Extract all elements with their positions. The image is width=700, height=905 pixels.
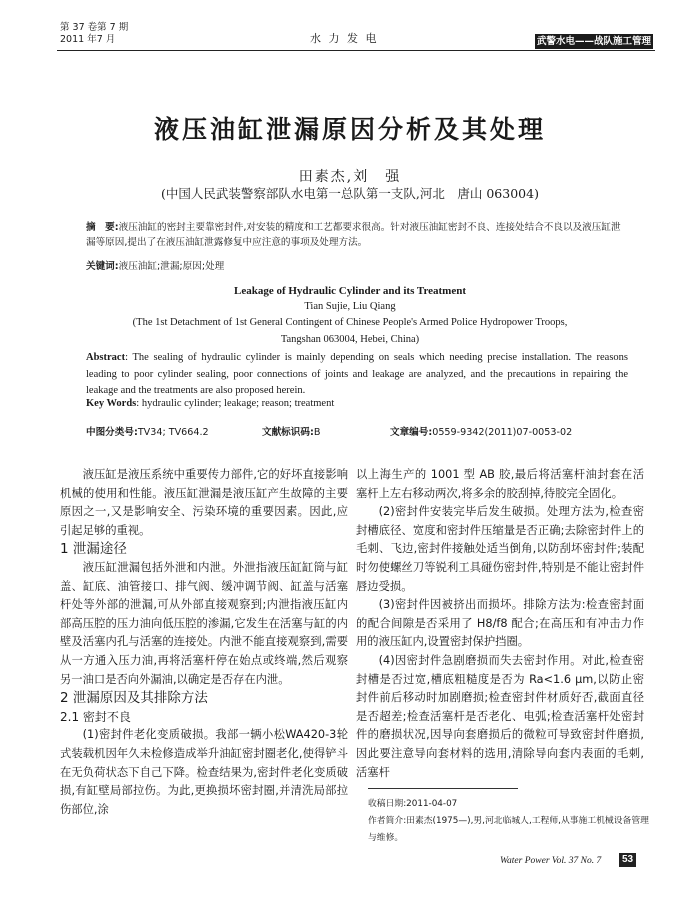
abstract-cn [86,220,626,250]
clc-label: 中图分类号: [86,427,138,438]
article-authors: 田素杰,刘 强 [298,169,402,185]
item-2-paragraph: (2)密封件安装完毕后发生破损。处理方法为,检查密封槽底径、宽度和密封件压缩量是否正确;去除密封件上的毛刺、飞边,密封件接触处适当倒角,以防刮坏密封件;装配时勿使螺丝刀等锐利工具碰伤密封件,特别是不能让密封件唇边受损。 [356,505,644,593]
english-keywords [86,398,628,409]
article-affiliation: (中国人民武装警察部队水电第一总队第一支队,河北 唐山 063004) [161,186,539,201]
doc-label: 文献标识码: [262,427,314,438]
english-keywords-label: Key Words [86,398,137,409]
clc-number [86,424,209,438]
column-banner: 武警水电——战队施工管理 [536,36,651,47]
footnote-rule [368,788,518,789]
art-value: 0559-9342(2011)07-0053-02 [432,427,573,438]
section-heading-2: 2 泄漏原因及其排除方法 [60,690,208,707]
issue-info [60,22,128,46]
section-1-paragraph: 液压缸泄漏包括外泄和内泄。外泄指液压缸缸筒与缸盖、缸底、油管接口、排气阀、缓冲调节阀、缸盖与活塞杆处等外部的泄漏,可从外部直接观察到;内泄指液压缸内部高压腔的压力油向低压腔的渗漏,它发生在活塞与缸的内壁及活塞内孔与活塞的连接处。内泄不能直接观察到,需要从一方通入压力油,再将活塞杆停在始点或终端,然后观察另一油口是否向外漏油,以确定是否存在内泄。 [60,560,348,686]
page-number: 53 [619,853,636,867]
article-number [390,424,572,438]
volume-issue: 第 37 卷第 7 期 [60,22,129,33]
received-date: 收稿日期:2011-04-07 [368,799,458,809]
footnote [368,796,656,847]
item-3-paragraph: (3)密封件因被挤出而损坏。排除方法为:检查密封面的配合间隙是否采用了 H8/f8 配合;在高压和有冲击力作用的液压缸内,设置密封保护挡圈。 [356,598,644,649]
section-2-1-paragraph: (1)密封件老化变质破损。我部一辆小松WA420-3轮式装载机因年久未检修造成举升油缸密封圈老化,使得铲斗在无负荷状态下自己下降。检查结果为,密封件老化变质破损,有缸壁局部拉伤。为此,更换损坏密封圈,并清洗局部拉伤部位,涂 [60,728,348,816]
english-authors: Tian Sujie, Liu Qiang [304,301,396,312]
english-affiliation-2: Tangshan 063004, Hebei, China) [280,334,420,345]
abstract-cn-text: 液压油缸的密封主要靠密封件,对安装的精度和工艺都要求很高。针对液压油缸密封不良、连接处结合不良以及液压缸泄漏等原因,提出了在液压油缸泄露修复中应注意的事项及处理方法。 [86,222,621,248]
footer-journal: Water Power Vol. 37 No. 7 [500,856,602,866]
doc-value: B [313,427,321,438]
article-title: 液压油缸泄漏原因分析及其处理 [153,115,546,144]
english-abstract-text: : The sealing of hydraulic cylinder is mainly depending on seals which needing precise installation. The reasons leading to poor cylinder sealing, poor connections of joints and leakage are analyzed, and the precautions in repairing the leakage and the treatments are also proposed herein. [86,352,628,396]
journal-name: 水 力 发 电 [310,32,379,45]
english-keywords-text: : hydraulic cylinder; leakage; reason; treatment [136,398,335,409]
author-bio: 作者简介:田素杰(1975—),男,河北临城人,工程师,从事施工机械设备管理与维修。 [368,816,649,843]
english-title: Leakage of Hydraulic Cylinder and its Treatment [233,285,467,297]
body-column-right [356,466,644,782]
item-4-paragraph: (4)因密封件急剧磨损而失去密封作用。对此,检查密封槽是否过宽,槽底粗糙度是否为 Ra<1.6 μm,以防止密封件前后移动时加剧磨损;检查密封件材质好否,截面直径是否超差;检查活塞杆是否老化、电弧;检查活塞杆处密封件的磨损状况,因导向套磨损后的微粒可导致密封件磨损,因此要注意导向套材料的选用,清除导向套内表面的毛刺,活塞杆 [356,653,644,779]
english-abstract-label: Abstract [86,352,126,363]
body-column-left [60,466,348,819]
subsection-heading-2-1: 2.1 密封不良 [60,709,131,724]
keywords-cn [86,258,626,272]
english-affiliation-1: (The 1st Detachment of 1st General Contingent of Chinese People's Armed Police Hydropower Troops, [132,317,568,328]
section-heading-1: 1 泄漏途径 [60,541,127,558]
clc-value: TV34; TV664.2 [137,427,209,438]
english-abstract [86,350,628,400]
document-code [262,424,320,438]
keywords-cn-label: 关键词: [86,261,119,272]
header-rule [57,50,655,51]
keywords-cn-text: 液压油缸;泄漏;原因;处理 [118,261,225,272]
abstract-cn-label: 摘 要: [86,222,119,233]
intro-paragraph: 液压缸是液压系统中重要传力部件,它的好坏直接影响机械的使用和性能。液压缸泄漏是液压缸产生故障的主要原因之一,又是影响安全、污染环境的重要因素。因此,应引起足够的重视。 [60,468,348,537]
continued-paragraph: 以上海生产的 1001 型 AB 胶,最后将活塞杆油封套在活塞杆上左右移动两次,将多余的胶刮掉,待胶完全固化。 [356,468,644,500]
art-label: 文章编号: [390,427,433,438]
issue-date: 2011 年7 月 [60,34,116,45]
